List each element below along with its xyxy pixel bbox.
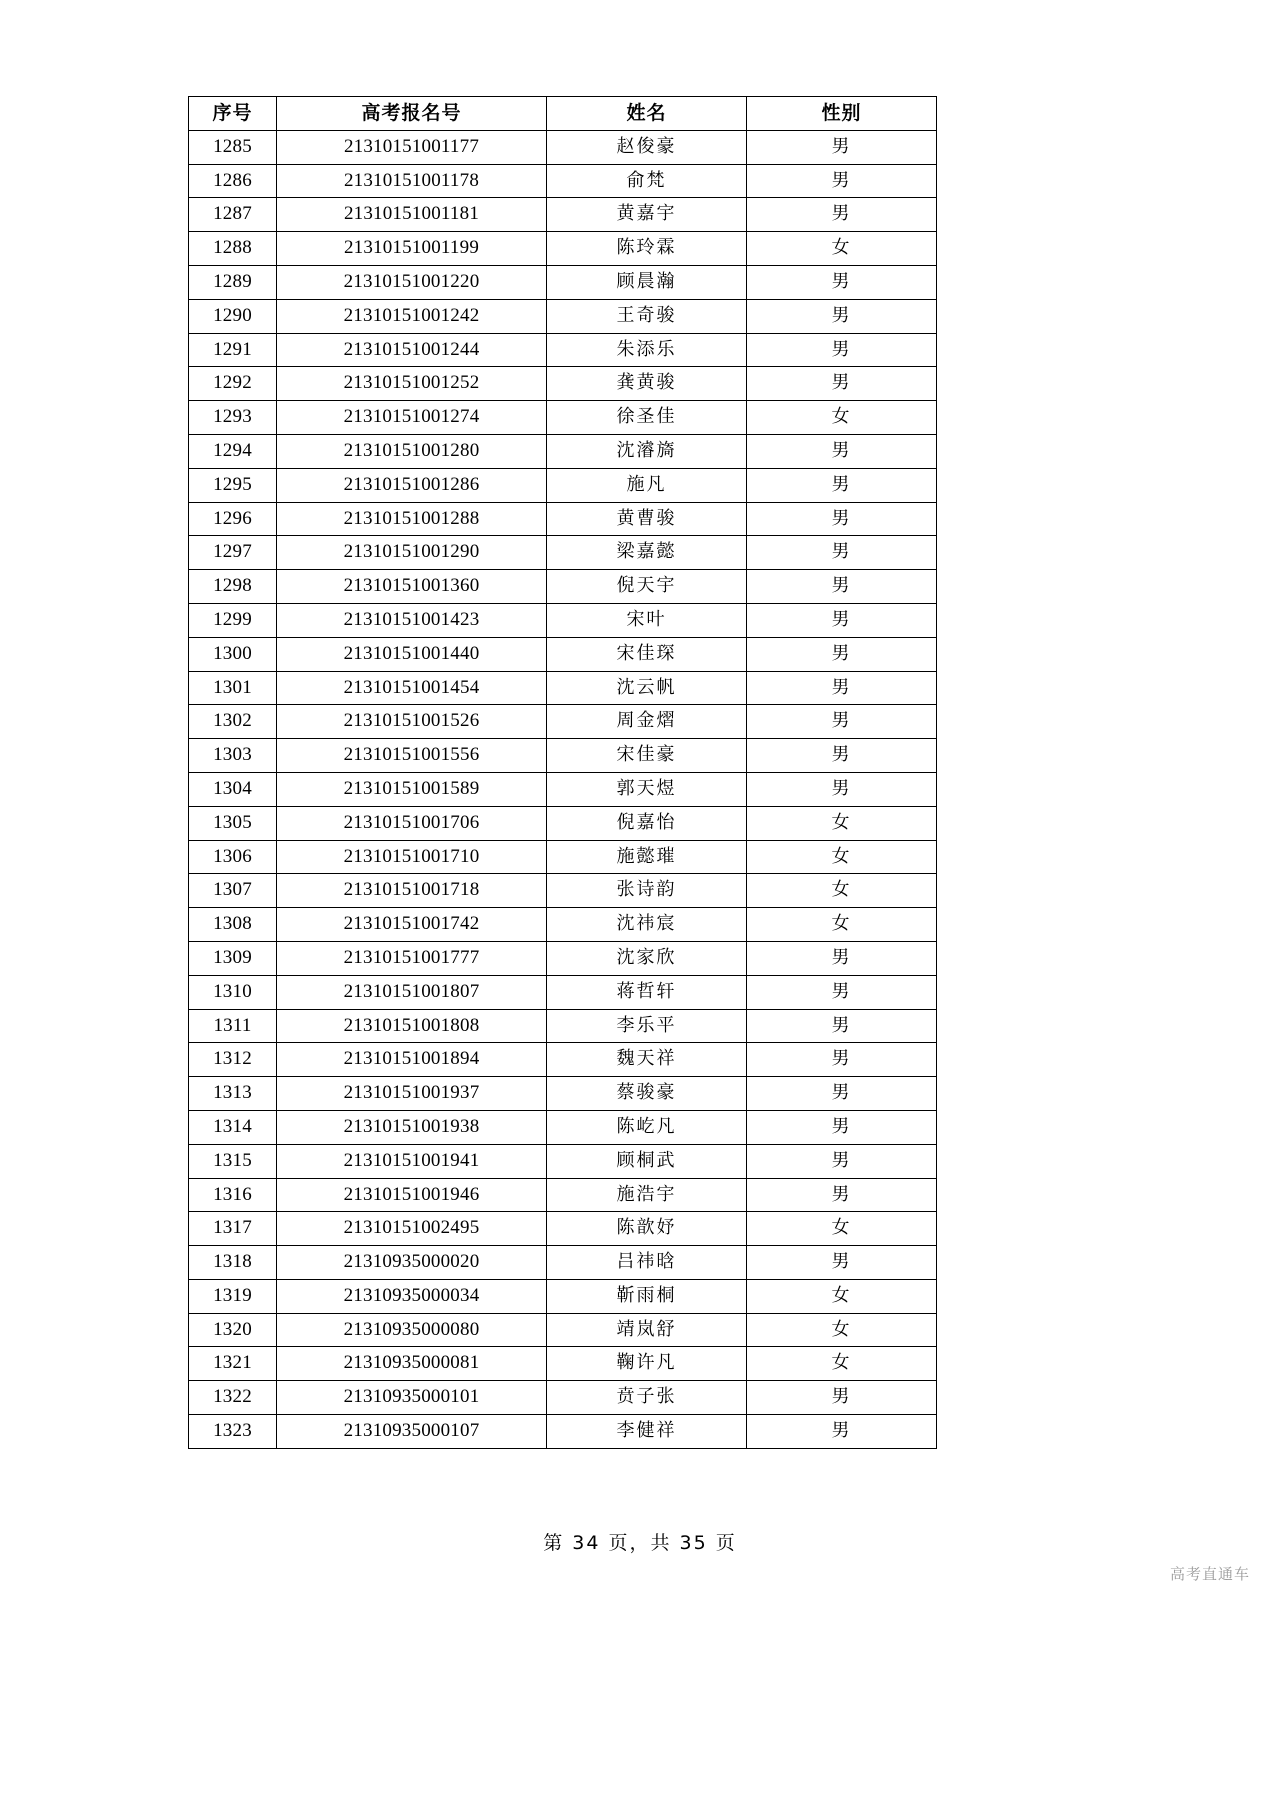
table-row <box>189 941 937 975</box>
cell-sex: 男 <box>747 671 937 705</box>
cell-sex: 男 <box>747 299 937 333</box>
table-header-row <box>189 97 937 131</box>
table-row <box>189 1077 937 1111</box>
column-header-name: 姓名 <box>547 97 747 131</box>
cell-exam: 21310151001274 <box>277 401 547 435</box>
cell-seq: 1293 <box>189 401 277 435</box>
table-body <box>189 130 937 1448</box>
cell-name: 施凡 <box>547 468 747 502</box>
cell-sex: 男 <box>747 265 937 299</box>
cell-exam: 21310151001244 <box>277 333 547 367</box>
cell-seq: 1320 <box>189 1313 277 1347</box>
table-row <box>189 840 937 874</box>
cell-seq: 1318 <box>189 1246 277 1280</box>
cell-exam: 21310151001181 <box>277 198 547 232</box>
cell-name: 陈屹凡 <box>547 1110 747 1144</box>
watermark-label: 高考直通车 <box>1169 1565 1250 1583</box>
cell-seq: 1308 <box>189 908 277 942</box>
cell-name: 吕祎晗 <box>547 1246 747 1280</box>
cell-name: 贲子张 <box>547 1381 747 1415</box>
cell-name: 徐圣佳 <box>547 401 747 435</box>
cell-name: 沈云帆 <box>547 671 747 705</box>
cell-seq: 1303 <box>189 739 277 773</box>
cell-seq: 1319 <box>189 1279 277 1313</box>
cell-name: 王奇骏 <box>547 299 747 333</box>
table-row <box>189 401 937 435</box>
cell-seq: 1304 <box>189 772 277 806</box>
cell-name: 施懿璀 <box>547 840 747 874</box>
cell-sex: 男 <box>747 536 937 570</box>
table-row <box>189 1110 937 1144</box>
cell-seq: 1301 <box>189 671 277 705</box>
cell-exam: 21310151001710 <box>277 840 547 874</box>
cell-seq: 1297 <box>189 536 277 570</box>
cell-exam: 21310151001177 <box>277 130 547 164</box>
table-row <box>189 1313 937 1347</box>
cell-sex: 男 <box>747 975 937 1009</box>
cell-exam: 21310151001941 <box>277 1144 547 1178</box>
cell-exam: 21310151001242 <box>277 299 547 333</box>
cell-sex: 男 <box>747 164 937 198</box>
cell-name: 倪嘉怡 <box>547 806 747 840</box>
cell-exam: 21310151001706 <box>277 806 547 840</box>
cell-name: 朱添乐 <box>547 333 747 367</box>
cell-seq: 1298 <box>189 570 277 604</box>
page-footer: 第 34 页，共 35 页 <box>543 1532 737 1554</box>
table-row <box>189 1279 937 1313</box>
table-row <box>189 333 937 367</box>
cell-exam: 21310151001808 <box>277 1009 547 1043</box>
cell-seq: 1313 <box>189 1077 277 1111</box>
cell-exam: 21310151001454 <box>277 671 547 705</box>
cell-seq: 1302 <box>189 705 277 739</box>
cell-name: 陈玲霖 <box>547 232 747 266</box>
roster-table-container <box>188 96 936 1449</box>
cell-exam: 21310151001807 <box>277 975 547 1009</box>
cell-sex: 男 <box>747 434 937 468</box>
cell-name: 魏天祥 <box>547 1043 747 1077</box>
cell-sex: 男 <box>747 1381 937 1415</box>
table-row <box>189 468 937 502</box>
table-row <box>189 536 937 570</box>
cell-name: 陈歆妤 <box>547 1212 747 1246</box>
table-row <box>189 299 937 333</box>
cell-seq: 1286 <box>189 164 277 198</box>
table-row <box>189 739 937 773</box>
cell-sex: 女 <box>747 1347 937 1381</box>
table-row <box>189 1043 937 1077</box>
cell-sex: 女 <box>747 232 937 266</box>
cell-exam: 21310935000034 <box>277 1279 547 1313</box>
cell-sex: 女 <box>747 1313 937 1347</box>
cell-seq: 1295 <box>189 468 277 502</box>
cell-exam: 21310151001937 <box>277 1077 547 1111</box>
cell-seq: 1321 <box>189 1347 277 1381</box>
cell-sex: 男 <box>747 1110 937 1144</box>
cell-exam: 21310151001290 <box>277 536 547 570</box>
cell-sex: 女 <box>747 874 937 908</box>
cell-sex: 男 <box>747 1009 937 1043</box>
cell-seq: 1323 <box>189 1415 277 1449</box>
table-row <box>189 434 937 468</box>
cell-name: 郭天煜 <box>547 772 747 806</box>
cell-name: 蒋哲轩 <box>547 975 747 1009</box>
cell-name: 蔡骏豪 <box>547 1077 747 1111</box>
cell-sex: 男 <box>747 130 937 164</box>
table-row <box>189 1347 937 1381</box>
cell-name: 黄嘉宇 <box>547 198 747 232</box>
cell-sex: 男 <box>747 1144 937 1178</box>
cell-name: 张诗韵 <box>547 874 747 908</box>
cell-name: 宋佳琛 <box>547 637 747 671</box>
cell-name: 顾晨瀚 <box>547 265 747 299</box>
cell-name: 梁嘉懿 <box>547 536 747 570</box>
cell-exam: 21310151001286 <box>277 468 547 502</box>
cell-exam: 21310935000020 <box>277 1246 547 1280</box>
table-row <box>189 975 937 1009</box>
cell-exam: 21310935000107 <box>277 1415 547 1449</box>
cell-seq: 1299 <box>189 603 277 637</box>
cell-exam: 21310935000101 <box>277 1381 547 1415</box>
cell-exam: 21310151001946 <box>277 1178 547 1212</box>
cell-sex: 男 <box>747 603 937 637</box>
cell-exam: 21310151001199 <box>277 232 547 266</box>
cell-seq: 1285 <box>189 130 277 164</box>
cell-sex: 男 <box>747 1178 937 1212</box>
cell-exam: 21310151001440 <box>277 637 547 671</box>
table-row <box>189 198 937 232</box>
cell-name: 沈家欣 <box>547 941 747 975</box>
cell-exam: 21310151001938 <box>277 1110 547 1144</box>
table-header <box>189 97 937 131</box>
table-row <box>189 637 937 671</box>
table-row <box>189 705 937 739</box>
cell-seq: 1322 <box>189 1381 277 1415</box>
cell-sex: 女 <box>747 806 937 840</box>
cell-exam: 21310151001718 <box>277 874 547 908</box>
table-row <box>189 502 937 536</box>
cell-seq: 1291 <box>189 333 277 367</box>
table-row <box>189 806 937 840</box>
table-row <box>189 1246 937 1280</box>
table-row <box>189 1144 937 1178</box>
table-row <box>189 1212 937 1246</box>
table-row <box>189 874 937 908</box>
cell-seq: 1289 <box>189 265 277 299</box>
cell-sex: 男 <box>747 468 937 502</box>
cell-exam: 21310151001894 <box>277 1043 547 1077</box>
table-row <box>189 603 937 637</box>
cell-sex: 男 <box>747 570 937 604</box>
cell-seq: 1300 <box>189 637 277 671</box>
cell-exam: 21310151001280 <box>277 434 547 468</box>
cell-seq: 1311 <box>189 1009 277 1043</box>
cell-exam: 21310935000081 <box>277 1347 547 1381</box>
cell-sex: 男 <box>747 1077 937 1111</box>
cell-name: 靳雨桐 <box>547 1279 747 1313</box>
cell-sex: 男 <box>747 333 937 367</box>
cell-name: 俞梵 <box>547 164 747 198</box>
table-row <box>189 772 937 806</box>
cell-sex: 男 <box>747 772 937 806</box>
cell-seq: 1288 <box>189 232 277 266</box>
cell-sex: 男 <box>747 941 937 975</box>
cell-sex: 女 <box>747 1212 937 1246</box>
cell-sex: 女 <box>747 401 937 435</box>
table-row <box>189 164 937 198</box>
cell-sex: 男 <box>747 1246 937 1280</box>
cell-seq: 1290 <box>189 299 277 333</box>
cell-seq: 1310 <box>189 975 277 1009</box>
column-header-exam: 高考报名号 <box>277 97 547 131</box>
cell-sex: 女 <box>747 840 937 874</box>
cell-name: 顾桐武 <box>547 1144 747 1178</box>
cell-exam: 21310151001589 <box>277 772 547 806</box>
cell-name: 沈濬旖 <box>547 434 747 468</box>
cell-name: 沈祎宸 <box>547 908 747 942</box>
cell-seq: 1312 <box>189 1043 277 1077</box>
cell-exam: 21310151002495 <box>277 1212 547 1246</box>
cell-name: 施浩宇 <box>547 1178 747 1212</box>
cell-exam: 21310151001777 <box>277 941 547 975</box>
table-row <box>189 1381 937 1415</box>
cell-sex: 女 <box>747 1279 937 1313</box>
cell-sex: 男 <box>747 367 937 401</box>
cell-name: 倪天宇 <box>547 570 747 604</box>
cell-name: 李乐平 <box>547 1009 747 1043</box>
cell-seq: 1294 <box>189 434 277 468</box>
cell-seq: 1309 <box>189 941 277 975</box>
cell-exam: 21310151001423 <box>277 603 547 637</box>
cell-name: 周金熠 <box>547 705 747 739</box>
cell-sex: 男 <box>747 1043 937 1077</box>
table-row <box>189 367 937 401</box>
table-row <box>189 908 937 942</box>
cell-name: 赵俊豪 <box>547 130 747 164</box>
table-row <box>189 232 937 266</box>
table-row <box>189 265 937 299</box>
cell-exam: 21310151001288 <box>277 502 547 536</box>
cell-name: 黄曹骏 <box>547 502 747 536</box>
cell-exam: 21310151001360 <box>277 570 547 604</box>
table-row <box>189 671 937 705</box>
cell-sex: 女 <box>747 908 937 942</box>
cell-exam: 21310935000080 <box>277 1313 547 1347</box>
cell-exam: 21310151001556 <box>277 739 547 773</box>
cell-sex: 男 <box>747 1415 937 1449</box>
cell-name: 宋佳豪 <box>547 739 747 773</box>
roster-table <box>188 96 937 1449</box>
cell-exam: 21310151001178 <box>277 164 547 198</box>
column-header-sex: 性别 <box>747 97 937 131</box>
table-row <box>189 1009 937 1043</box>
table-row <box>189 1415 937 1449</box>
table-row <box>189 130 937 164</box>
cell-seq: 1306 <box>189 840 277 874</box>
column-header-seq: 序号 <box>189 97 277 131</box>
cell-name: 靖岚舒 <box>547 1313 747 1347</box>
cell-sex: 男 <box>747 739 937 773</box>
cell-exam: 21310151001742 <box>277 908 547 942</box>
cell-seq: 1317 <box>189 1212 277 1246</box>
cell-seq: 1305 <box>189 806 277 840</box>
cell-seq: 1292 <box>189 367 277 401</box>
cell-sex: 男 <box>747 198 937 232</box>
cell-name: 鞠许凡 <box>547 1347 747 1381</box>
cell-seq: 1314 <box>189 1110 277 1144</box>
cell-name: 龚黄骏 <box>547 367 747 401</box>
cell-seq: 1287 <box>189 198 277 232</box>
cell-name: 宋叶 <box>547 603 747 637</box>
cell-exam: 21310151001526 <box>277 705 547 739</box>
cell-seq: 1315 <box>189 1144 277 1178</box>
cell-sex: 男 <box>747 705 937 739</box>
cell-seq: 1296 <box>189 502 277 536</box>
table-row <box>189 1178 937 1212</box>
table-row <box>189 570 937 604</box>
cell-seq: 1316 <box>189 1178 277 1212</box>
cell-name: 李健祥 <box>547 1415 747 1449</box>
cell-sex: 男 <box>747 637 937 671</box>
cell-seq: 1307 <box>189 874 277 908</box>
cell-exam: 21310151001252 <box>277 367 547 401</box>
cell-exam: 21310151001220 <box>277 265 547 299</box>
cell-sex: 男 <box>747 502 937 536</box>
